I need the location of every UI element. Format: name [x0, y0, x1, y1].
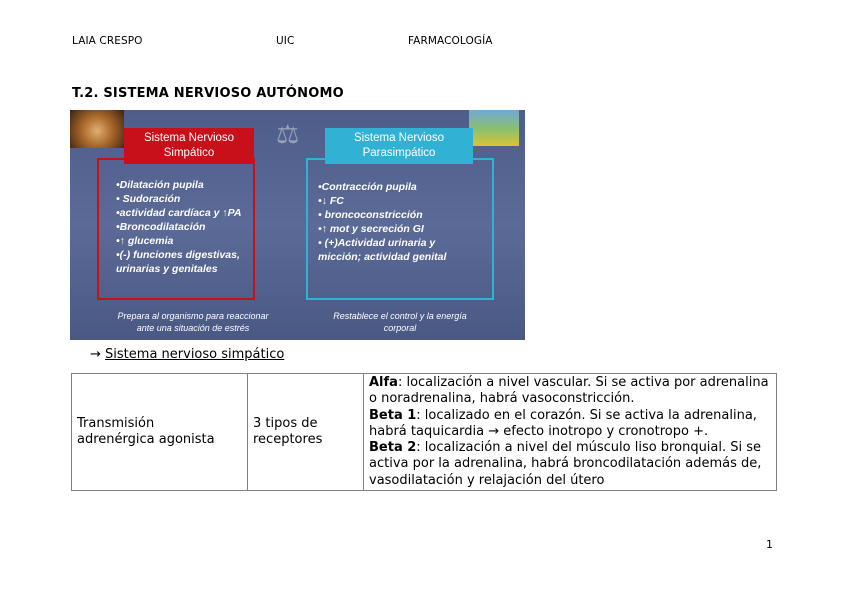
parasympathetic-heading: Sistema Nervioso Parasimpático — [325, 128, 473, 164]
beta1-paragraph: Beta 1: localizado en el corazón. Si se activa la adrenalina, habrá taquicardia → efecto inotropo y cronotropo +. — [369, 407, 757, 439]
table-cell-receptor-count: 3 tipos de receptores — [248, 374, 364, 491]
list-item: •actividad cardíaca y ↑PA — [116, 207, 242, 219]
beta2-paragraph: Beta 2: localización a nivel del músculo liso bronquial. Si se activa por la adrenalina, habrá broncodilatación además de, vasodilatación y relajación del útero — [369, 440, 762, 488]
list-item: micción; actividad genital — [318, 251, 447, 263]
list-item: urinarias y genitales — [116, 263, 218, 275]
sympathetic-heading: Sistema Nervioso Simpático — [124, 128, 254, 164]
receptor-table — [71, 373, 777, 491]
sympathetic-effects-list — [116, 178, 266, 276]
parasympathetic-caption: Restablece el control y la energía corporal — [333, 311, 467, 333]
table-cell-receptors — [364, 374, 777, 491]
slide-image — [70, 110, 525, 340]
list-item: • Sudoración — [116, 193, 181, 205]
alfa-paragraph: Alfa: localización a nivel vascular. Si se activa por adrenalina o noradrenalina, habrá vasoconstricción. — [369, 375, 769, 407]
subheading-text: Sistema nervioso simpático — [105, 347, 285, 362]
table-row — [72, 374, 777, 491]
header-subject: FARMACOLOGÍA — [408, 35, 493, 47]
subheading — [90, 347, 284, 362]
list-item: •Broncodilatación — [116, 221, 206, 233]
sympathetic-caption: Prepara al organismo para reaccionar ante una situación de estrés — [117, 311, 269, 333]
parasympathetic-effects-list — [318, 180, 488, 264]
list-item: •↑ glucemia — [116, 235, 174, 247]
list-item: •Contracción pupila — [318, 181, 417, 193]
header-school: UIC — [276, 35, 295, 47]
list-item: •↑ mot y secreción GI — [318, 223, 424, 235]
list-item: • broncoconstricción — [318, 209, 423, 221]
page-title: T.2. SISTEMA NERVIOSO AUTÓNOMO — [72, 86, 344, 101]
list-item: • (+)Actividad urinaria y — [318, 237, 436, 249]
list-item: •Dilatación pupila — [116, 179, 204, 191]
relaxing-person-image — [469, 110, 519, 146]
lion-image — [70, 110, 124, 148]
header-author: LAIA CRESPO — [72, 35, 143, 47]
list-item: •↓ FC — [318, 195, 344, 207]
page-number: 1 — [766, 538, 773, 551]
list-item: •(-) funciones digestivas, — [116, 249, 240, 261]
table-cell-mechanism: Transmisión adrenérgica agonista — [72, 374, 248, 491]
balance-scale-icon: ⚖ — [276, 120, 300, 150]
arrow-icon: → — [90, 347, 101, 362]
